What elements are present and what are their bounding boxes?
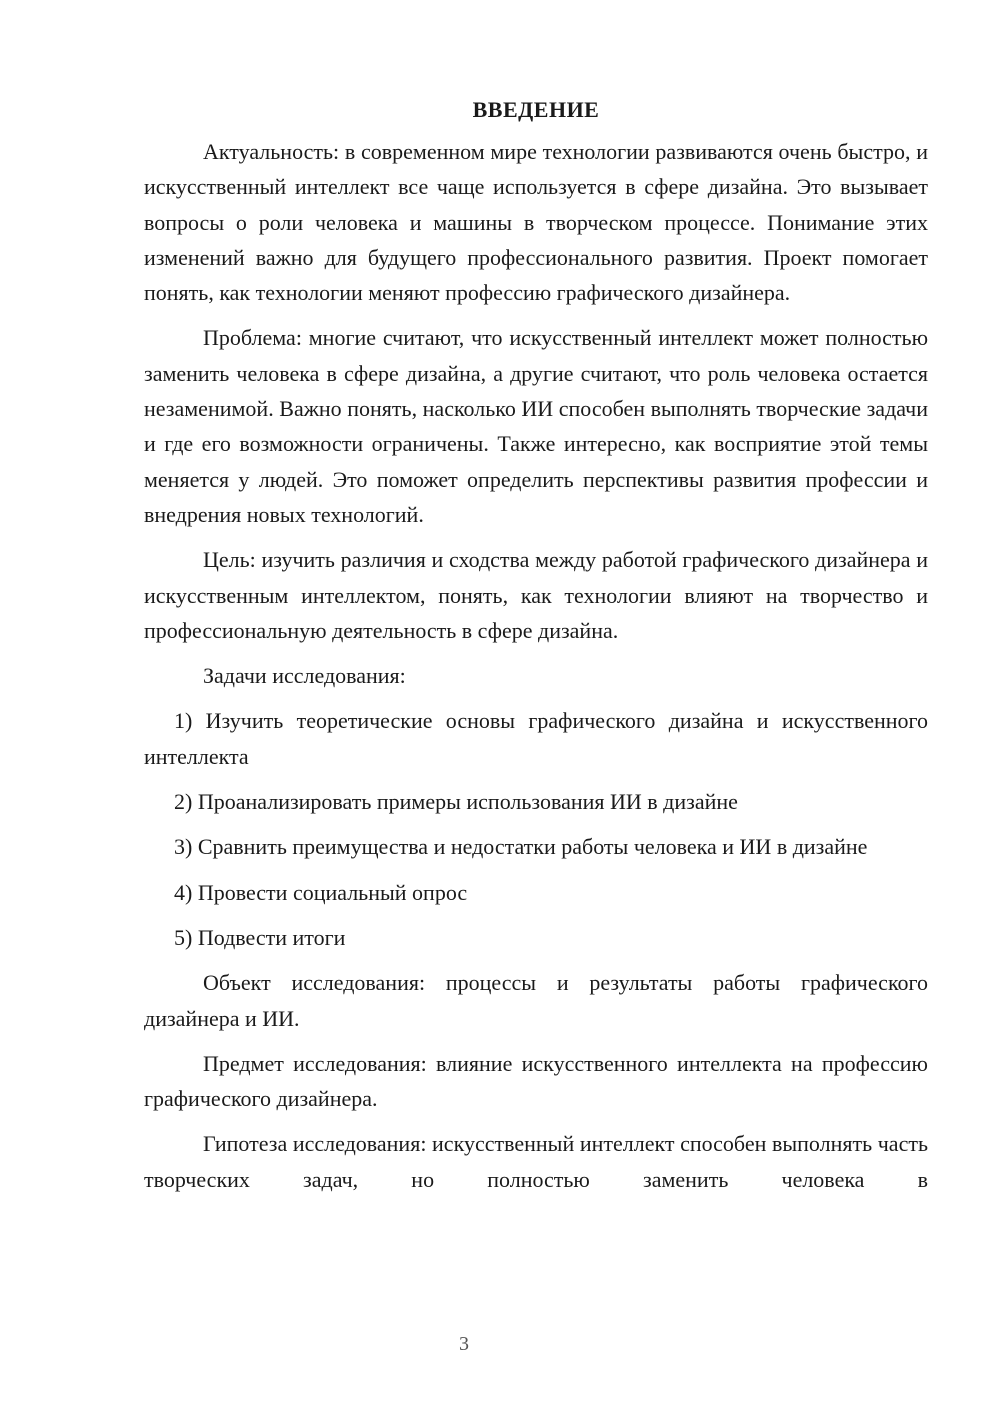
- list-item: 5) Подвести итоги: [174, 924, 346, 950]
- paragraph-object: Объект исследования: процессы и результаты работы графического дизайнера и ИИ.: [144, 970, 928, 1031]
- page-content: [144, 92, 928, 1207]
- list-item: 4) Провести социальный опрос: [174, 879, 468, 905]
- section-title: ВВЕДЕНИЕ: [472, 97, 600, 122]
- paragraph-problem: Проблема: многие считают, что искусственный интеллект может полностью заменить человека в сфере дизайна, а другие считают, что роль человека остается незаменимой. Важно понять, насколько ИИ способен выполнять творческие задачи и где его возможности ограничены. Также интересно, как восприятие этой темы меняется у людей. Это поможет определить перспективы развития профессии и внедрения новых технологий.: [144, 325, 928, 527]
- paragraph-subject: Предмет исследования: влияние искусственного интеллекта на профессию графического дизайнера.: [144, 1050, 928, 1112]
- page-number: 3: [459, 1333, 469, 1355]
- list-item: 2) Проанализировать примеры использования ИИ в дизайне: [174, 789, 738, 815]
- paragraph-goal: Цель: изучить различия и сходства между работой графического дизайнера и искусственным интеллектом, понять, как технологии влияют на творчество и профессиональную деятельность в сфере дизайна.: [144, 547, 928, 643]
- list-item: 3) Сравнить преимущества и недостатки работы человека и ИИ в дизайне: [174, 834, 868, 860]
- tasks-heading: Задачи исследования:: [203, 663, 406, 689]
- paragraph-relevance: Актуальность: в современном мире технологии развиваются очень быстро, и искусственный интеллект все чаще используется в сфере дизайна. Это вызывает вопросы о роли человека и машины в творческом процессе. Понимание этих изменений важно для будущего профессионального развития. Проект помогает понять, как технологии меняют профессию графического дизайнера.: [144, 139, 928, 306]
- paragraph-hypothesis: Гипотеза исследования: искусственный интеллект способен выполнять часть творческих задач, но полностью заменить человека в: [144, 1131, 928, 1192]
- list-item: 1) Изучить теоретические основы графического дизайна и искусственного интеллекта: [144, 708, 928, 769]
